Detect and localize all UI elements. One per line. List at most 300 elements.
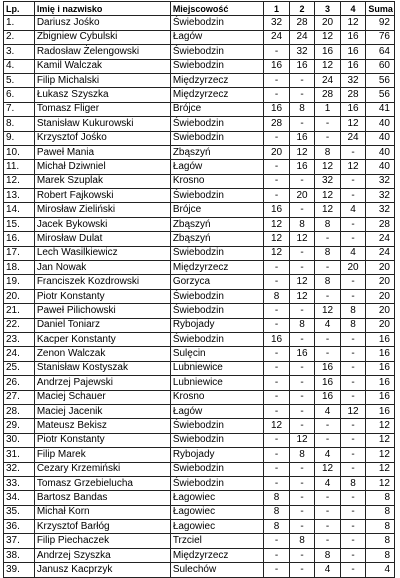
cell-round-3: 16 (315, 376, 341, 390)
cell-round-4: 12 (340, 160, 366, 174)
cell-round-3: - (315, 261, 341, 275)
cell-town: Świebodzin (170, 433, 264, 447)
cell-round-2: - (289, 73, 315, 87)
cell-sum: 20 (366, 289, 395, 303)
cell-lp: 10. (4, 145, 35, 159)
table-row (4, 304, 395, 318)
cell-town: Łagów (170, 30, 264, 44)
cell-lp: 16. (4, 232, 35, 246)
cell-town: Świebodzin (170, 289, 264, 303)
header-town: Miejscowość (170, 2, 264, 16)
table-row (4, 261, 395, 275)
cell-round-4: - (340, 232, 366, 246)
cell-town: Zbąszyń (170, 217, 264, 231)
cell-lp: 17. (4, 246, 35, 260)
cell-round-4: - (340, 361, 366, 375)
cell-town: Sulechów (170, 563, 264, 577)
cell-round-3: 12 (315, 462, 341, 476)
cell-lp: 7. (4, 102, 35, 116)
cell-sum: 32 (366, 174, 395, 188)
cell-round-4: 20 (340, 261, 366, 275)
table-row (4, 563, 395, 577)
table-row (4, 548, 395, 562)
cell-name: Janusz Kacprzyk (34, 563, 170, 577)
cell-round-2: - (289, 361, 315, 375)
cell-round-3: 1 (315, 102, 341, 116)
cell-round-4: - (340, 433, 366, 447)
cell-round-1: 16 (264, 203, 290, 217)
cell-sum: 28 (366, 217, 395, 231)
cell-round-2: - (289, 390, 315, 404)
cell-round-4: - (340, 332, 366, 346)
cell-round-4: 16 (340, 102, 366, 116)
cell-round-3: 8 (315, 145, 341, 159)
cell-sum: 8 (366, 534, 395, 548)
cell-sum: 12 (366, 476, 395, 490)
cell-sum: 12 (366, 462, 395, 476)
cell-round-2: - (289, 246, 315, 260)
cell-name: Stanisław Kostyszak (34, 361, 170, 375)
cell-round-2: - (289, 261, 315, 275)
cell-round-3: 4 (315, 318, 341, 332)
cell-sum: 12 (366, 419, 395, 433)
cell-round-1: - (264, 476, 290, 490)
cell-sum: 56 (366, 73, 395, 87)
cell-name: Michał Dziwniel (34, 160, 170, 174)
cell-sum: 16 (366, 376, 395, 390)
cell-sum: 76 (366, 30, 395, 44)
cell-round-2: 8 (289, 217, 315, 231)
cell-lp: 20. (4, 289, 35, 303)
cell-round-1: 28 (264, 117, 290, 131)
cell-lp: 32. (4, 462, 35, 476)
cell-name: Radosław Żelengowski (34, 45, 170, 59)
cell-lp: 4. (4, 59, 35, 73)
cell-round-2: - (289, 548, 315, 562)
cell-lp: 36. (4, 520, 35, 534)
cell-name: Mirosław Dulat (34, 232, 170, 246)
cell-town: Gorzyca (170, 275, 264, 289)
cell-round-2: - (289, 304, 315, 318)
cell-town: Świebodzin (170, 45, 264, 59)
cell-round-3: - (315, 433, 341, 447)
cell-sum: 40 (366, 160, 395, 174)
cell-lp: 5. (4, 73, 35, 87)
cell-round-2: 16 (289, 59, 315, 73)
cell-round-1: - (264, 88, 290, 102)
cell-sum: 24 (366, 232, 395, 246)
cell-round-3: 12 (315, 30, 341, 44)
cell-round-2: - (289, 404, 315, 418)
cell-town: Krosno (170, 390, 264, 404)
cell-round-2: 8 (289, 448, 315, 462)
cell-sum: 16 (366, 390, 395, 404)
cell-town: Międzyrzecz (170, 261, 264, 275)
cell-sum: 20 (366, 304, 395, 318)
cell-round-1: 12 (264, 419, 290, 433)
cell-round-4: 8 (340, 304, 366, 318)
cell-sum: 20 (366, 318, 395, 332)
cell-round-1: 8 (264, 289, 290, 303)
cell-town: Świebodzin (170, 59, 264, 73)
table-row (4, 217, 395, 231)
cell-name: Maciej Schauer (34, 390, 170, 404)
cell-name: Mirosław Zieliński (34, 203, 170, 217)
cell-round-1: - (264, 160, 290, 174)
cell-round-4: 16 (340, 45, 366, 59)
cell-name: Kacper Konstanty (34, 332, 170, 346)
cell-name: Franciszek Kozdrowski (34, 275, 170, 289)
cell-round-3: - (315, 289, 341, 303)
cell-name: Tomasz Fliger (34, 102, 170, 116)
cell-town: Łagów (170, 160, 264, 174)
table-row (4, 520, 395, 534)
header-row (4, 2, 395, 16)
cell-round-3: 8 (315, 246, 341, 260)
cell-name: Piotr Konstanty (34, 289, 170, 303)
table-row (4, 462, 395, 476)
cell-round-4: - (340, 275, 366, 289)
cell-round-4: 12 (340, 117, 366, 131)
cell-name: Bartosz Bandas (34, 491, 170, 505)
cell-round-4: - (340, 563, 366, 577)
cell-sum: 16 (366, 404, 395, 418)
cell-name: Mateusz Bekisz (34, 419, 170, 433)
cell-sum: 12 (366, 448, 395, 462)
cell-round-3: 20 (315, 16, 341, 30)
cell-name: Jan Nowak (34, 261, 170, 275)
cell-town: Trzciel (170, 534, 264, 548)
cell-round-1: - (264, 275, 290, 289)
cell-round-3: 24 (315, 73, 341, 87)
table-row (4, 491, 395, 505)
cell-round-4: - (340, 491, 366, 505)
cell-town: Świebodzin (170, 462, 264, 476)
cell-name: Stanisław Kukurowski (34, 117, 170, 131)
cell-town: Świebodzin (170, 16, 264, 30)
results-table-container (3, 1, 395, 578)
table-row (4, 476, 395, 490)
cell-round-3: 12 (315, 59, 341, 73)
table-row (4, 88, 395, 102)
cell-round-1: - (264, 563, 290, 577)
cell-name: Dariusz Jośko (34, 16, 170, 30)
cell-name: Jacek Bykowski (34, 217, 170, 231)
cell-round-1: - (264, 462, 290, 476)
cell-town: Rybojady (170, 448, 264, 462)
cell-round-3: - (315, 520, 341, 534)
cell-sum: 8 (366, 491, 395, 505)
cell-round-3: - (315, 534, 341, 548)
cell-sum: 8 (366, 548, 395, 562)
cell-name: Paweł Mania (34, 145, 170, 159)
cell-town: Zbąszyń (170, 145, 264, 159)
cell-sum: 8 (366, 520, 395, 534)
cell-lp: 37. (4, 534, 35, 548)
table-row (4, 289, 395, 303)
cell-round-2: 12 (289, 289, 315, 303)
cell-round-3: 16 (315, 45, 341, 59)
table-row (4, 160, 395, 174)
cell-round-1: - (264, 347, 290, 361)
cell-name: Filip Michalski (34, 73, 170, 87)
cell-round-2: 16 (289, 347, 315, 361)
cell-round-1: - (264, 318, 290, 332)
cell-round-3: 4 (315, 448, 341, 462)
cell-name: Cezary Krzemiński (34, 462, 170, 476)
cell-sum: 16 (366, 332, 395, 346)
cell-town: Świebodzin (170, 246, 264, 260)
cell-name: Daniel Toniarz (34, 318, 170, 332)
cell-sum: 32 (366, 189, 395, 203)
cell-round-4: 12 (340, 16, 366, 30)
cell-name: Krzysztof Jośko (34, 131, 170, 145)
cell-round-3: 28 (315, 88, 341, 102)
cell-round-2: - (289, 520, 315, 534)
cell-town: Międzyrzecz (170, 73, 264, 87)
cell-round-3: - (315, 232, 341, 246)
table-row (4, 246, 395, 260)
cell-town: Świebodzin (170, 117, 264, 131)
cell-round-1: - (264, 534, 290, 548)
cell-lp: 33. (4, 476, 35, 490)
cell-round-1: 12 (264, 246, 290, 260)
cell-lp: 25. (4, 361, 35, 375)
cell-lp: 1. (4, 16, 35, 30)
cell-round-4: 4 (340, 246, 366, 260)
cell-round-4: - (340, 462, 366, 476)
cell-round-3: 16 (315, 361, 341, 375)
cell-round-4: - (340, 145, 366, 159)
cell-round-2: - (289, 174, 315, 188)
cell-town: Krosno (170, 174, 264, 188)
cell-round-1: - (264, 304, 290, 318)
cell-lp: 8. (4, 117, 35, 131)
cell-sum: 16 (366, 361, 395, 375)
cell-round-3: 12 (315, 203, 341, 217)
cell-round-2: 12 (289, 275, 315, 289)
cell-round-3: - (315, 117, 341, 131)
cell-town: Świebodzin (170, 131, 264, 145)
table-row (4, 332, 395, 346)
table-row (4, 102, 395, 116)
cell-round-2: - (289, 332, 315, 346)
cell-lp: 27. (4, 390, 35, 404)
table-row (4, 505, 395, 519)
table-row (4, 347, 395, 361)
cell-round-1: - (264, 433, 290, 447)
cell-sum: 41 (366, 102, 395, 116)
cell-round-4: - (340, 534, 366, 548)
table-row (4, 318, 395, 332)
header-round-1: 1 (264, 2, 290, 16)
cell-lp: 11. (4, 160, 35, 174)
cell-round-2: - (289, 563, 315, 577)
cell-lp: 38. (4, 548, 35, 562)
cell-round-1: 8 (264, 520, 290, 534)
cell-round-4: - (340, 189, 366, 203)
table-row (4, 534, 395, 548)
cell-town: Świebodzin (170, 419, 264, 433)
cell-round-4: 16 (340, 59, 366, 73)
header-round-3: 3 (315, 2, 341, 16)
cell-lp: 24. (4, 347, 35, 361)
cell-round-4: 4 (340, 203, 366, 217)
cell-town: Rybojady (170, 318, 264, 332)
cell-lp: 35. (4, 505, 35, 519)
table-row (4, 145, 395, 159)
table-row (4, 404, 395, 418)
cell-lp: 28. (4, 404, 35, 418)
cell-round-2: 16 (289, 160, 315, 174)
cell-name: Andrzej Pajewski (34, 376, 170, 390)
cell-town: Łagowiec (170, 491, 264, 505)
cell-lp: 22. (4, 318, 35, 332)
cell-lp: 23. (4, 332, 35, 346)
cell-town: Międzyrzecz (170, 88, 264, 102)
cell-lp: 2. (4, 30, 35, 44)
cell-sum: 8 (366, 505, 395, 519)
cell-round-2: 16 (289, 131, 315, 145)
cell-name: Krzysztof Barłóg (34, 520, 170, 534)
cell-lp: 19. (4, 275, 35, 289)
cell-round-2: 8 (289, 102, 315, 116)
cell-round-3: 4 (315, 476, 341, 490)
cell-town: Świebodzin (170, 332, 264, 346)
cell-lp: 26. (4, 376, 35, 390)
cell-sum: 60 (366, 59, 395, 73)
cell-town: Międzyrzecz (170, 548, 264, 562)
cell-round-1: 8 (264, 491, 290, 505)
cell-round-3: 12 (315, 189, 341, 203)
cell-round-2: 24 (289, 30, 315, 44)
cell-lp: 3. (4, 45, 35, 59)
cell-name: Filip Piechaczek (34, 534, 170, 548)
cell-round-2: - (289, 203, 315, 217)
header-name: Imię i nazwisko (34, 2, 170, 16)
table-row (4, 275, 395, 289)
cell-round-2: - (289, 491, 315, 505)
cell-sum: 32 (366, 203, 395, 217)
cell-name: Paweł Pilichowski (34, 304, 170, 318)
cell-round-1: - (264, 45, 290, 59)
cell-town: Łagowiec (170, 505, 264, 519)
cell-round-1: 20 (264, 145, 290, 159)
header-sum: Suma (366, 2, 395, 16)
cell-round-4: - (340, 347, 366, 361)
cell-round-2: 12 (289, 232, 315, 246)
cell-lp: 30. (4, 433, 35, 447)
cell-name: Maciej Jacenik (34, 404, 170, 418)
cell-round-4: - (340, 376, 366, 390)
cell-town: Brójce (170, 203, 264, 217)
header-round-4: 4 (340, 2, 366, 16)
table-row (4, 419, 395, 433)
cell-lp: 18. (4, 261, 35, 275)
cell-round-4: - (340, 390, 366, 404)
cell-round-2: 12 (289, 433, 315, 447)
cell-round-1: - (264, 376, 290, 390)
cell-round-4: 16 (340, 30, 366, 44)
table-row (4, 30, 395, 44)
cell-round-3: - (315, 332, 341, 346)
cell-round-1: 16 (264, 332, 290, 346)
cell-round-4: 32 (340, 73, 366, 87)
cell-sum: 40 (366, 131, 395, 145)
header-lp: Lp. (4, 2, 35, 16)
cell-round-4: - (340, 217, 366, 231)
table-row (4, 16, 395, 30)
cell-round-3: 12 (315, 160, 341, 174)
cell-town: Brójce (170, 102, 264, 116)
cell-round-4: - (340, 174, 366, 188)
cell-sum: 20 (366, 275, 395, 289)
cell-name: Robert Fajkowski (34, 189, 170, 203)
cell-round-3: 8 (315, 548, 341, 562)
cell-round-1: - (264, 361, 290, 375)
cell-lp: 12. (4, 174, 35, 188)
cell-round-3: 12 (315, 304, 341, 318)
cell-round-4: - (340, 289, 366, 303)
cell-round-1: 32 (264, 16, 290, 30)
cell-town: Świebodzin (170, 189, 264, 203)
cell-lp: 31. (4, 448, 35, 462)
cell-sum: 56 (366, 88, 395, 102)
cell-round-3: - (315, 419, 341, 433)
cell-round-2: - (289, 88, 315, 102)
cell-town: Lubniewice (170, 361, 264, 375)
cell-round-2: 8 (289, 534, 315, 548)
cell-town: Łagów (170, 404, 264, 418)
table-row (4, 376, 395, 390)
cell-round-1: 12 (264, 232, 290, 246)
table-row (4, 232, 395, 246)
cell-sum: 24 (366, 246, 395, 260)
cell-round-1: 16 (264, 102, 290, 116)
results-table (3, 1, 395, 578)
cell-sum: 64 (366, 45, 395, 59)
cell-round-1: - (264, 174, 290, 188)
cell-lp: 34. (4, 491, 35, 505)
cell-round-3: 4 (315, 404, 341, 418)
table-row (4, 59, 395, 73)
cell-sum: 40 (366, 145, 395, 159)
cell-name: Zbigniew Cybulski (34, 30, 170, 44)
cell-lp: 6. (4, 88, 35, 102)
cell-town: Zbąszyń (170, 232, 264, 246)
table-row (4, 117, 395, 131)
cell-town: Lubniewice (170, 376, 264, 390)
table-row (4, 390, 395, 404)
cell-round-4: 8 (340, 318, 366, 332)
cell-lp: 15. (4, 217, 35, 231)
cell-round-3: - (315, 491, 341, 505)
cell-name: Marek Szuplak (34, 174, 170, 188)
cell-name: Lech Wasilkiewicz (34, 246, 170, 260)
cell-name: Kamil Walczak (34, 59, 170, 73)
cell-round-3: 32 (315, 174, 341, 188)
cell-name: Andrzej Szyszka (34, 548, 170, 562)
cell-round-2: - (289, 419, 315, 433)
cell-lp: 14. (4, 203, 35, 217)
cell-round-4: 8 (340, 476, 366, 490)
cell-round-1: 16 (264, 59, 290, 73)
cell-round-1: - (264, 404, 290, 418)
cell-round-4: 24 (340, 131, 366, 145)
cell-round-1: 12 (264, 217, 290, 231)
table-row (4, 203, 395, 217)
cell-town: Sulęcin (170, 347, 264, 361)
